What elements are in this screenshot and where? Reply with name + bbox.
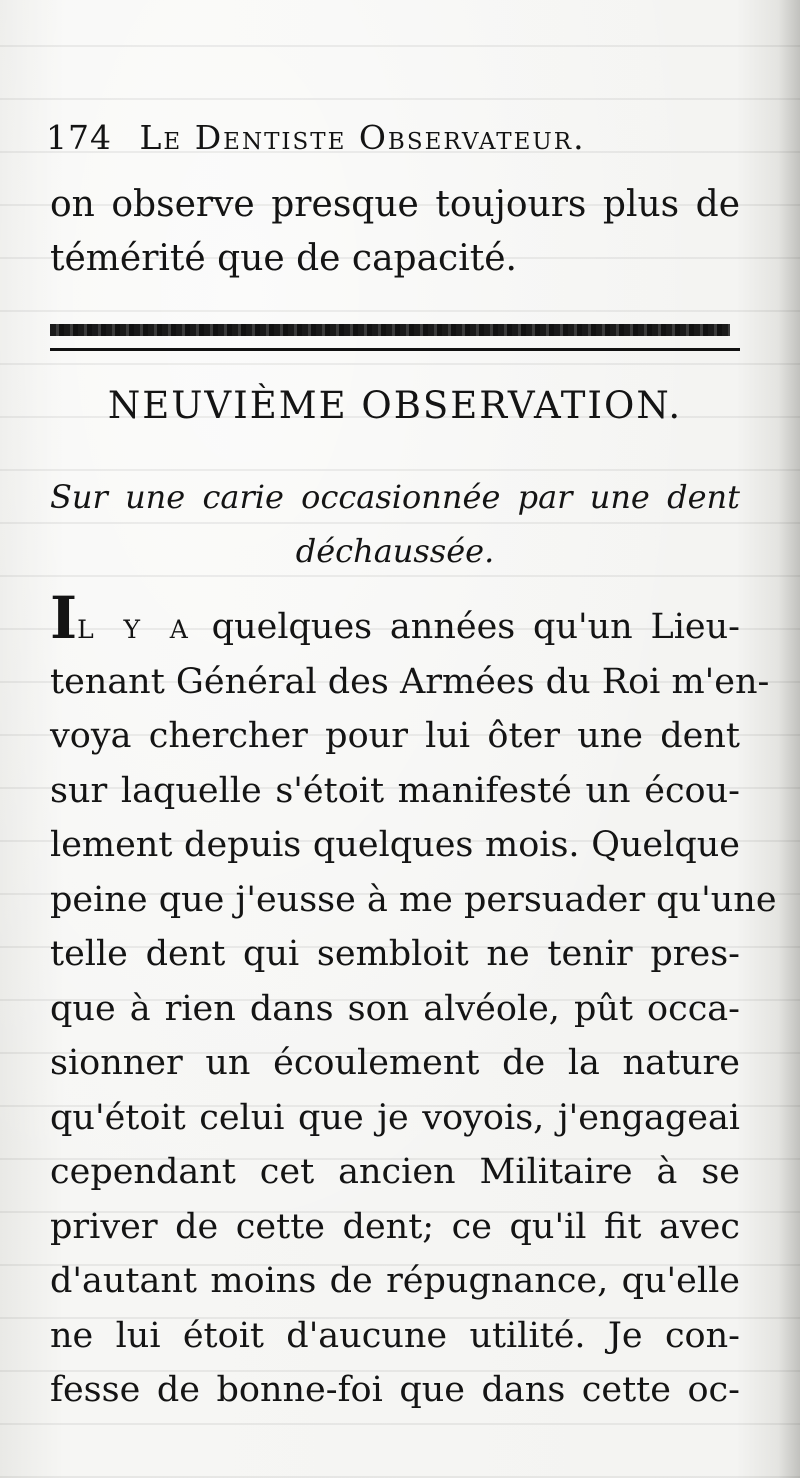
first-line-text: quelques années qu'un Lieu- <box>211 607 740 647</box>
running-header <box>46 118 746 157</box>
text-line: on observe presque toujours plus de <box>50 184 740 225</box>
small-caps-opening: l y a <box>77 607 194 647</box>
text-line: telle dent qui sembloit ne tenir pres- <box>50 934 740 974</box>
text-line: tenant Général des Armées du Roi m'en- <box>50 661 770 702</box>
text-line: lement depuis quelques mois. Quelque <box>50 825 740 865</box>
running-title: Le Dentiste Observateur. <box>139 118 586 157</box>
text-line: priver de cette dent; ce qu'il fit avec <box>50 1206 740 1247</box>
subtitle-line: Sur une carie occasionnée par une dent <box>50 478 740 516</box>
text-line: cependant cet ancien Militaire à se <box>50 1152 740 1192</box>
thin-rule-divider <box>50 348 740 351</box>
text-line: qu'étoit celui que je voyois, j'engageai <box>50 1097 740 1138</box>
first-body-line <box>50 584 740 655</box>
thick-rule-divider <box>50 324 730 336</box>
section-subtitle <box>50 470 740 578</box>
text-line: fesse de bonne-foi que dans cette oc- <box>50 1370 740 1410</box>
body-text <box>50 584 777 1418</box>
drop-cap: I <box>50 584 78 652</box>
section-title: NEUVIÈME OBSERVATION. <box>107 384 683 427</box>
page-edge-shadow <box>778 0 800 1478</box>
page-number: 174 <box>46 118 112 157</box>
continuation-text <box>50 178 740 286</box>
text-line: d'autant moins de répugnance, qu'elle <box>50 1261 740 1301</box>
text-line: ne lui étoit d'aucune utilité. Je con- <box>50 1315 740 1356</box>
text-line: voya chercher pour lui ôter une dent <box>50 716 740 756</box>
text-line: sur laquelle s'étoit manifesté un écou- <box>50 770 740 811</box>
text-line: témérité que de capacité. <box>50 238 517 279</box>
text-line: sionner un écoulement de la nature <box>50 1043 740 1083</box>
text-line: peine que j'eusse à me persuader qu'une <box>50 879 777 920</box>
subtitle-line: déchaussée. <box>295 532 495 570</box>
text-line: que à rien dans son alvéole, pût occa- <box>50 988 740 1029</box>
